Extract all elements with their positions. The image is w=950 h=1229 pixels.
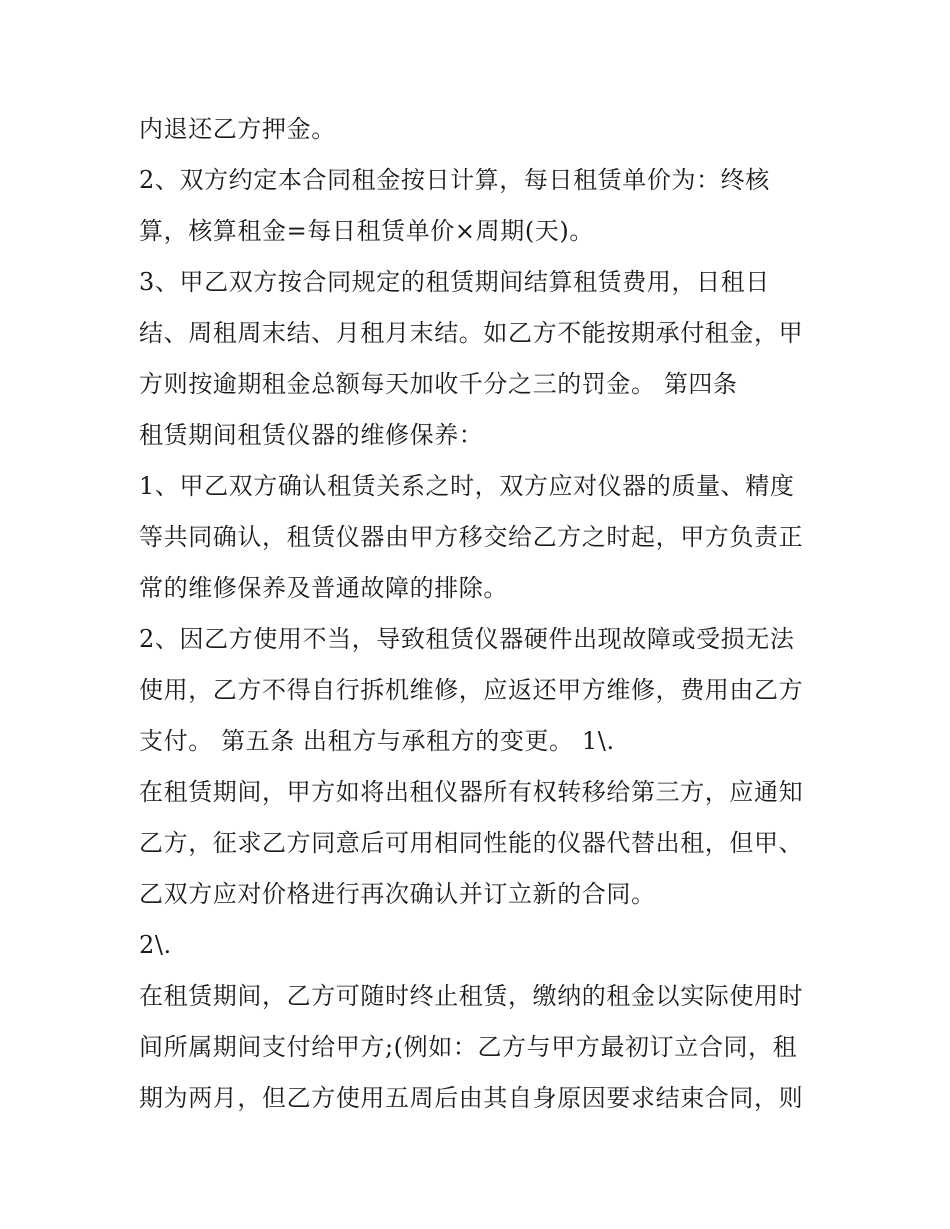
text-line: 常的维修保养及普通故障的排除。 <box>139 574 508 602</box>
text-line: 3、甲乙双方按合同规定的租赁期间结算租赁费用，日租日 <box>139 268 770 296</box>
text-line: 2\. <box>139 931 172 959</box>
text-line: 在租赁期间，甲方如将出租仪器所有权转移给第三方，应通知 <box>139 778 804 806</box>
text-line: 1、甲乙双方确认租赁关系之时，双方应对仪器的质量、精度 <box>139 472 795 500</box>
text-line: 2、双方约定本合同租金按日计算，每日租赁单价为：终核 <box>139 166 770 194</box>
text-line: 乙双方应对价格进行再次确认并订立新的合同。 <box>139 880 656 908</box>
text-line: 间所属期间支付给甲方;(例如：乙方与甲方最初订立合同，租 <box>139 1033 798 1061</box>
text-line: 方则按逾期租金总额每天加收千分之三的罚金。 第四条 <box>139 370 738 398</box>
text-line: 等共同确认，租赁仪器由甲方移交给乙方之时起，甲方负责正 <box>139 523 804 551</box>
text-line: 使用，乙方不得自行拆机维修，应返还甲方维修，费用由乙方 <box>139 676 804 704</box>
text-line: 2、因乙方使用不当，导致租赁仪器硬件出现故障或受损无法 <box>139 625 795 653</box>
text-line: 租赁期间租赁仪器的维修保养： <box>139 421 484 449</box>
text-line: 支付。 第五条 出租方与承租方的变更。 1\. <box>139 727 615 755</box>
text-line: 在租赁期间，乙方可随时终止租赁，缴纳的租金以实际使用时 <box>139 982 804 1010</box>
text-line: 内退还乙方押金。 <box>139 115 336 143</box>
text-line: 期为两月，但乙方使用五周后由其自身原因要求结束合同，则 <box>139 1084 804 1112</box>
text-line: 乙方，征求乙方同意后可用相同性能的仪器代替出租，但甲、 <box>139 829 804 857</box>
text-line: 结、周租周末结、月租月末结。如乙方不能按期承付租金，甲 <box>139 319 804 347</box>
text-line: 算，核算租金=每日租赁单价×周期(天)。 <box>139 217 594 245</box>
